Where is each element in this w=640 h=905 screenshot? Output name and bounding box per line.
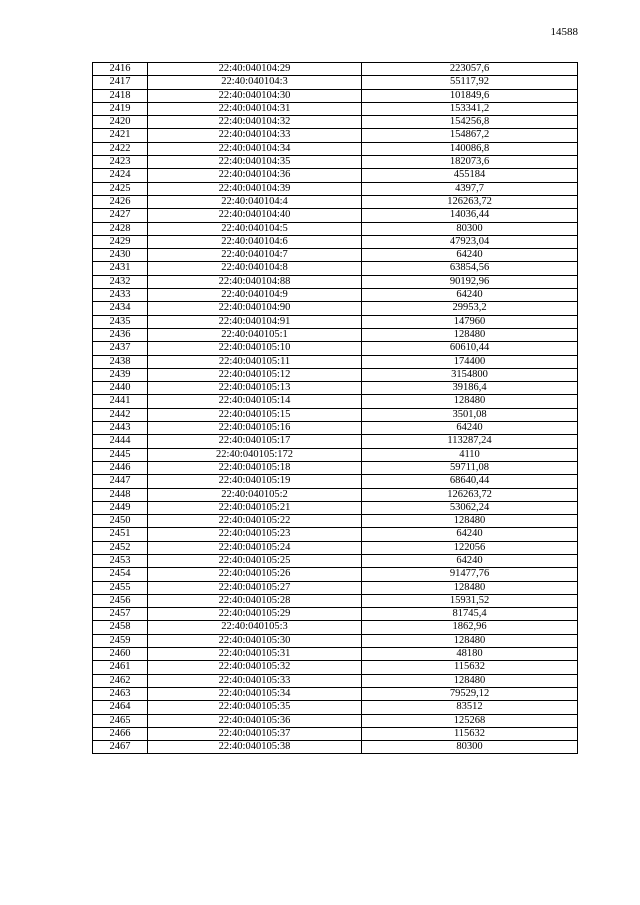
table-row: [93, 116, 578, 129]
row-number-cell: 2435: [93, 315, 148, 328]
value-cell: 182073,6: [362, 156, 578, 169]
row-number-cell: 2424: [93, 169, 148, 182]
table-row: [93, 461, 578, 474]
table-row: [93, 448, 578, 461]
table-row: [93, 355, 578, 368]
row-number-cell: 2453: [93, 554, 148, 567]
value-cell: 174400: [362, 355, 578, 368]
row-number-cell: 2429: [93, 235, 148, 248]
table-row: [93, 222, 578, 235]
cadastral-number-cell: 22:40:040105:33: [148, 674, 362, 687]
row-number-cell: 2427: [93, 209, 148, 222]
value-cell: 90192,96: [362, 275, 578, 288]
cadastral-number-cell: 22:40:040105:15: [148, 408, 362, 421]
table-row: [93, 634, 578, 647]
cadastral-number-cell: 22:40:040105:22: [148, 515, 362, 528]
value-cell: 115632: [362, 727, 578, 740]
value-cell: 91477,76: [362, 568, 578, 581]
row-number-cell: 2440: [93, 382, 148, 395]
table-row: [93, 89, 578, 102]
value-cell: 14036,44: [362, 209, 578, 222]
page-number: 14588: [550, 26, 578, 38]
cadastral-number-cell: 22:40:040104:90: [148, 302, 362, 315]
table-row: [93, 714, 578, 727]
table-row: [93, 169, 578, 182]
row-number-cell: 2449: [93, 501, 148, 514]
table-row: [93, 382, 578, 395]
cadastral-number-cell: 22:40:040104:31: [148, 102, 362, 115]
cadastral-number-cell: 22:40:040105:172: [148, 448, 362, 461]
row-number-cell: 2466: [93, 727, 148, 740]
row-number-cell: 2452: [93, 541, 148, 554]
cadastral-number-cell: 22:40:040105:27: [148, 581, 362, 594]
cadastral-number-cell: 22:40:040105:2: [148, 488, 362, 501]
table-row: [93, 328, 578, 341]
value-cell: 126263,72: [362, 488, 578, 501]
table-row: [93, 368, 578, 381]
row-number-cell: 2444: [93, 435, 148, 448]
table-row: [93, 488, 578, 501]
cadastral-number-cell: 22:40:040105:23: [148, 528, 362, 541]
row-number-cell: 2442: [93, 408, 148, 421]
cadastral-number-cell: 22:40:040105:12: [148, 368, 362, 381]
value-cell: 48180: [362, 648, 578, 661]
cadastral-number-cell: 22:40:040105:35: [148, 701, 362, 714]
table-row: [93, 528, 578, 541]
row-number-cell: 2439: [93, 368, 148, 381]
value-cell: 128480: [362, 634, 578, 647]
row-number-cell: 2458: [93, 621, 148, 634]
table-row: [93, 608, 578, 621]
row-number-cell: 2434: [93, 302, 148, 315]
cadastral-number-cell: 22:40:040105:31: [148, 648, 362, 661]
cadastral-number-cell: 22:40:040104:39: [148, 182, 362, 195]
cadastral-number-cell: 22:40:040104:29: [148, 63, 362, 76]
row-number-cell: 2460: [93, 648, 148, 661]
value-cell: 125268: [362, 714, 578, 727]
value-cell: 68640,44: [362, 475, 578, 488]
table-row: [93, 701, 578, 714]
row-number-cell: 2445: [93, 448, 148, 461]
table-row: [93, 674, 578, 687]
value-cell: 29953,2: [362, 302, 578, 315]
value-cell: 154256,8: [362, 116, 578, 129]
cadastral-number-cell: 22:40:040104:4: [148, 195, 362, 208]
cadastral-number-cell: 22:40:040104:34: [148, 142, 362, 155]
row-number-cell: 2438: [93, 355, 148, 368]
row-number-cell: 2451: [93, 528, 148, 541]
table-row: [93, 342, 578, 355]
value-cell: 128480: [362, 328, 578, 341]
value-cell: 223057,6: [362, 63, 578, 76]
row-number-cell: 2454: [93, 568, 148, 581]
cadastral-number-cell: 22:40:040104:88: [148, 275, 362, 288]
table-row: [93, 515, 578, 528]
table-row: [93, 63, 578, 76]
row-number-cell: 2436: [93, 328, 148, 341]
value-cell: 59711,08: [362, 461, 578, 474]
value-cell: 53062,24: [362, 501, 578, 514]
cadastral-number-cell: 22:40:040105:28: [148, 594, 362, 607]
table-row: [93, 435, 578, 448]
cadastral-number-cell: 22:40:040104:30: [148, 89, 362, 102]
row-number-cell: 2465: [93, 714, 148, 727]
cadastral-number-cell: 22:40:040105:24: [148, 541, 362, 554]
table-row: [93, 661, 578, 674]
table-row: [93, 275, 578, 288]
value-cell: 455184: [362, 169, 578, 182]
cadastral-number-cell: 22:40:040104:9: [148, 289, 362, 302]
value-cell: 147960: [362, 315, 578, 328]
cadastral-number-cell: 22:40:040104:35: [148, 156, 362, 169]
value-cell: 47923,04: [362, 235, 578, 248]
row-number-cell: 2421: [93, 129, 148, 142]
table-row: [93, 395, 578, 408]
value-cell: 64240: [362, 249, 578, 262]
table-row: [93, 687, 578, 700]
value-cell: 115632: [362, 661, 578, 674]
value-cell: 128480: [362, 515, 578, 528]
cadastral-number-cell: 22:40:040105:1: [148, 328, 362, 341]
table-row: [93, 727, 578, 740]
value-cell: 128480: [362, 395, 578, 408]
value-cell: 64240: [362, 422, 578, 435]
table-row: [93, 142, 578, 155]
row-number-cell: 2432: [93, 275, 148, 288]
table-row: [93, 235, 578, 248]
row-number-cell: 2420: [93, 116, 148, 129]
row-number-cell: 2423: [93, 156, 148, 169]
row-number-cell: 2422: [93, 142, 148, 155]
cadastral-number-cell: 22:40:040105:32: [148, 661, 362, 674]
cadastral-number-cell: 22:40:040105:37: [148, 727, 362, 740]
table-row: [93, 102, 578, 115]
cadastral-number-cell: 22:40:040105:38: [148, 741, 362, 754]
cadastral-number-cell: 22:40:040105:3: [148, 621, 362, 634]
cadastral-number-cell: 22:40:040105:34: [148, 687, 362, 700]
value-cell: 128480: [362, 581, 578, 594]
value-cell: 113287,24: [362, 435, 578, 448]
cadastral-number-cell: 22:40:040105:19: [148, 475, 362, 488]
row-number-cell: 2417: [93, 76, 148, 89]
row-number-cell: 2437: [93, 342, 148, 355]
table-row: [93, 156, 578, 169]
table-row: [93, 262, 578, 275]
table-row: [93, 741, 578, 754]
row-number-cell: 2461: [93, 661, 148, 674]
cadastral-number-cell: 22:40:040105:13: [148, 382, 362, 395]
value-cell: 64240: [362, 289, 578, 302]
row-number-cell: 2416: [93, 63, 148, 76]
cadastral-number-cell: 22:40:040105:10: [148, 342, 362, 355]
table-row: [93, 568, 578, 581]
cadastral-number-cell: 22:40:040104:36: [148, 169, 362, 182]
row-number-cell: 2425: [93, 182, 148, 195]
cadastral-number-cell: 22:40:040104:32: [148, 116, 362, 129]
table-row: [93, 554, 578, 567]
cadastral-number-cell: 22:40:040104:7: [148, 249, 362, 262]
value-cell: 154867,2: [362, 129, 578, 142]
row-number-cell: 2428: [93, 222, 148, 235]
row-number-cell: 2448: [93, 488, 148, 501]
row-number-cell: 2441: [93, 395, 148, 408]
table-row: [93, 129, 578, 142]
cadastral-number-cell: 22:40:040105:21: [148, 501, 362, 514]
value-cell: 153341,2: [362, 102, 578, 115]
row-number-cell: 2455: [93, 581, 148, 594]
table-row: [93, 621, 578, 634]
value-cell: 81745,4: [362, 608, 578, 621]
value-cell: 128480: [362, 674, 578, 687]
value-cell: 4110: [362, 448, 578, 461]
value-cell: 80300: [362, 222, 578, 235]
value-cell: 64240: [362, 528, 578, 541]
value-cell: 79529,12: [362, 687, 578, 700]
row-number-cell: 2430: [93, 249, 148, 262]
table-row: [93, 422, 578, 435]
value-cell: 3154800: [362, 368, 578, 381]
table-row: [93, 182, 578, 195]
table-row: [93, 249, 578, 262]
row-number-cell: 2450: [93, 515, 148, 528]
cadastral-number-cell: 22:40:040104:40: [148, 209, 362, 222]
cadastral-number-cell: 22:40:040105:14: [148, 395, 362, 408]
cadastral-number-cell: 22:40:040105:29: [148, 608, 362, 621]
value-cell: 4397,7: [362, 182, 578, 195]
value-cell: 126263,72: [362, 195, 578, 208]
value-cell: 64240: [362, 554, 578, 567]
cadastral-number-cell: 22:40:040104:33: [148, 129, 362, 142]
cadastral-number-cell: 22:40:040104:8: [148, 262, 362, 275]
row-number-cell: 2459: [93, 634, 148, 647]
row-number-cell: 2463: [93, 687, 148, 700]
cadastral-number-cell: 22:40:040105:18: [148, 461, 362, 474]
row-number-cell: 2467: [93, 741, 148, 754]
cadastral-number-cell: 22:40:040104:5: [148, 222, 362, 235]
cadastral-number-cell: 22:40:040105:26: [148, 568, 362, 581]
table-row: [93, 289, 578, 302]
cadastral-number-cell: 22:40:040105:11: [148, 355, 362, 368]
value-cell: 60610,44: [362, 342, 578, 355]
table-row: [93, 209, 578, 222]
row-number-cell: 2446: [93, 461, 148, 474]
cadastral-number-cell: 22:40:040105:25: [148, 554, 362, 567]
cadastral-number-cell: 22:40:040105:17: [148, 435, 362, 448]
row-number-cell: 2418: [93, 89, 148, 102]
table-row: [93, 541, 578, 554]
row-number-cell: 2464: [93, 701, 148, 714]
cadastral-number-cell: 22:40:040104:3: [148, 76, 362, 89]
row-number-cell: 2447: [93, 475, 148, 488]
row-number-cell: 2431: [93, 262, 148, 275]
table-row: [93, 408, 578, 421]
value-cell: 80300: [362, 741, 578, 754]
value-cell: 1862,96: [362, 621, 578, 634]
row-number-cell: 2457: [93, 608, 148, 621]
table-row: [93, 475, 578, 488]
table-row: [93, 594, 578, 607]
table-row: [93, 302, 578, 315]
value-cell: 15931,52: [362, 594, 578, 607]
value-cell: 140086,8: [362, 142, 578, 155]
cadastral-number-cell: 22:40:040104:6: [148, 235, 362, 248]
table-row: [93, 76, 578, 89]
row-number-cell: 2456: [93, 594, 148, 607]
cadastral-number-cell: 22:40:040105:36: [148, 714, 362, 727]
row-number-cell: 2433: [93, 289, 148, 302]
value-cell: 55117,92: [362, 76, 578, 89]
value-cell: 39186,4: [362, 382, 578, 395]
table-row: [93, 648, 578, 661]
row-number-cell: 2462: [93, 674, 148, 687]
table-row: [93, 195, 578, 208]
table-row: [93, 315, 578, 328]
table-row: [93, 501, 578, 514]
cadastral-number-cell: 22:40:040105:16: [148, 422, 362, 435]
value-cell: 122056: [362, 541, 578, 554]
value-cell: 63854,56: [362, 262, 578, 275]
value-cell: 83512: [362, 701, 578, 714]
cadastral-number-cell: 22:40:040105:30: [148, 634, 362, 647]
registry-table-body: [93, 63, 578, 754]
row-number-cell: 2443: [93, 422, 148, 435]
cadastral-number-cell: 22:40:040104:91: [148, 315, 362, 328]
registry-table: [92, 62, 578, 754]
row-number-cell: 2419: [93, 102, 148, 115]
value-cell: 3501,08: [362, 408, 578, 421]
value-cell: 101849,6: [362, 89, 578, 102]
row-number-cell: 2426: [93, 195, 148, 208]
table-row: [93, 581, 578, 594]
